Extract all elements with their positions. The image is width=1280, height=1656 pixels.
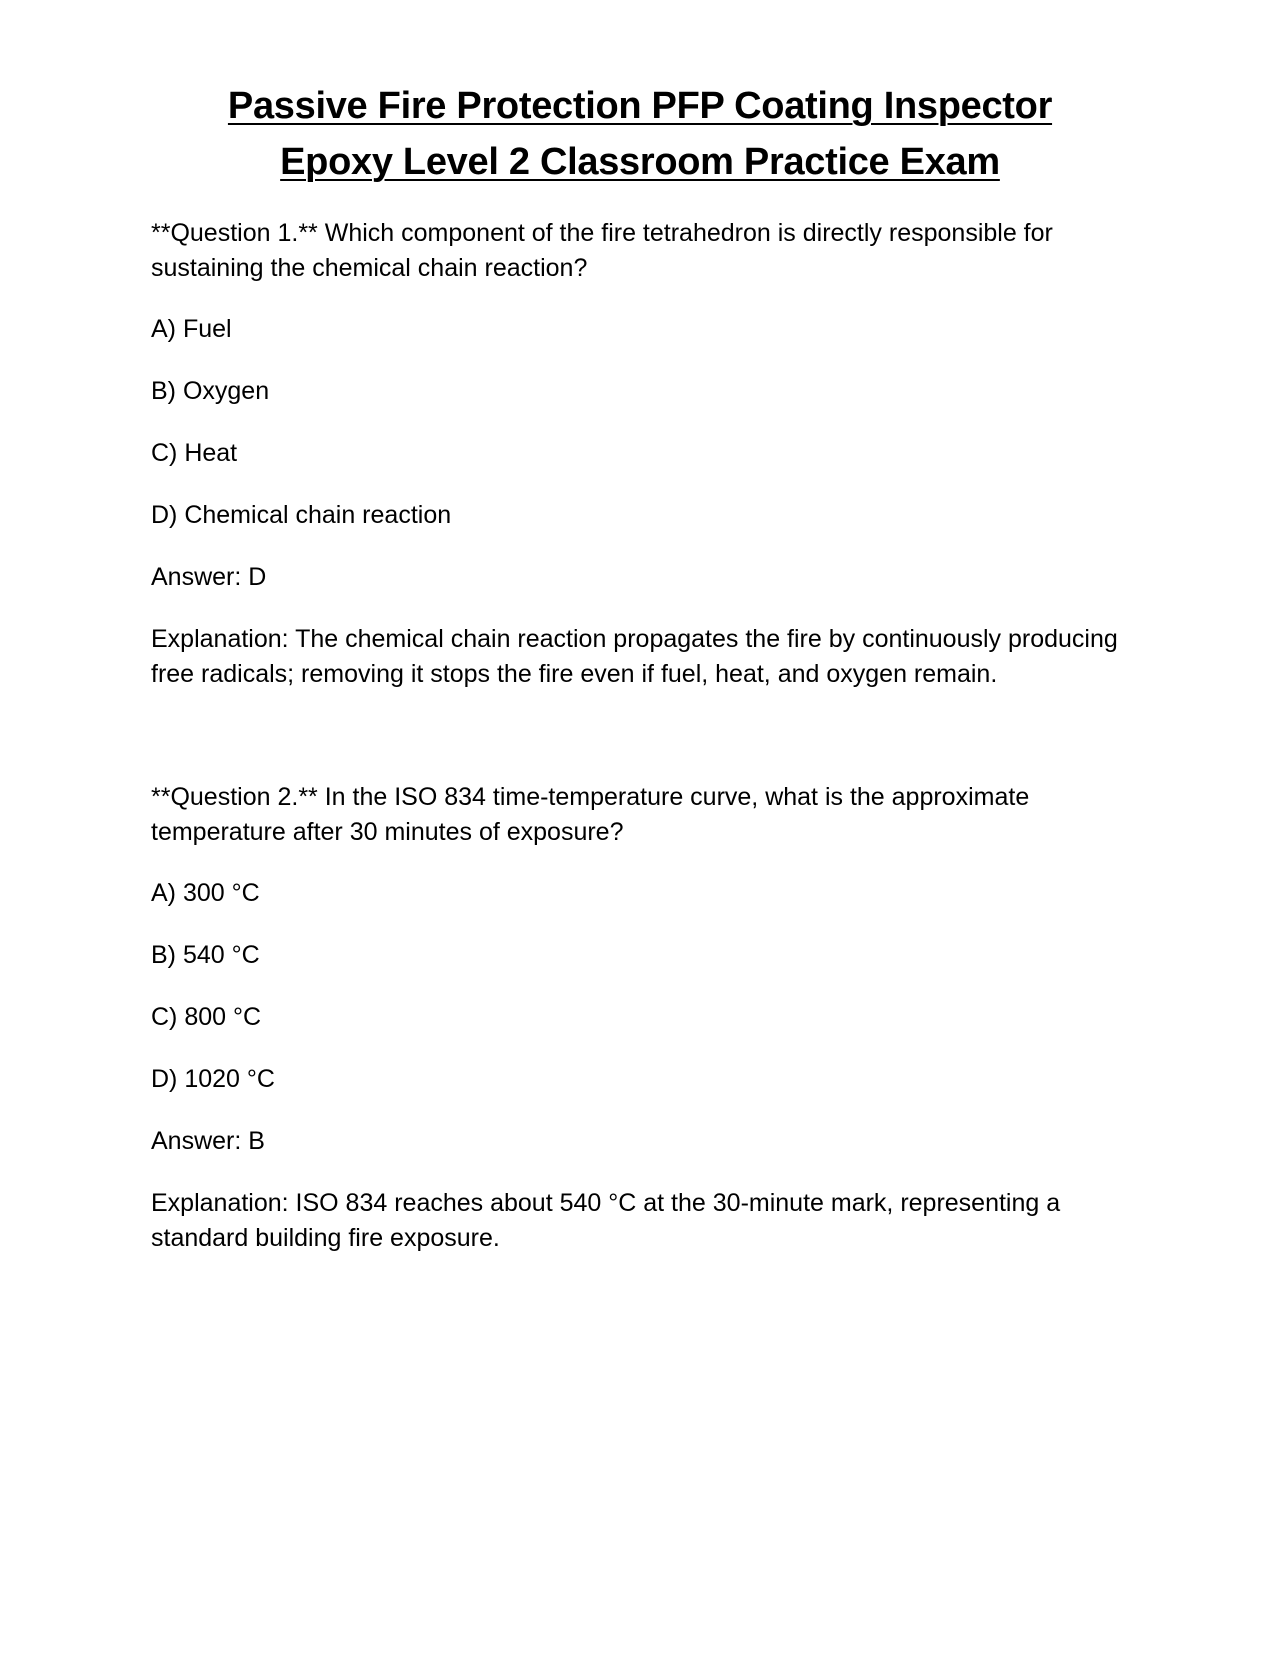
answer-option-a: A) Fuel	[151, 315, 232, 343]
answer-option-c: C) 800 °C	[151, 1003, 262, 1031]
answer-key: Answer: B	[151, 1127, 265, 1155]
answer-option-c: C) Heat	[151, 439, 238, 467]
answer-option-b: B) Oxygen	[151, 377, 270, 405]
title-line-1: Passive Fire Protection PFP Coating Inspector	[227, 85, 1053, 127]
answer-option-d: D) Chemical chain reaction	[151, 501, 452, 529]
answer-option-a: A) 300 °C	[151, 879, 260, 907]
document-title	[140, 78, 1140, 190]
question-text: **Question 1.** Which component of the fire tetrahedron is directly responsible for sustaining the chemical chain reaction?	[151, 219, 1053, 282]
answer-explanation: Explanation: The chemical chain reaction propagates the fire by continuously producing free radicals; removing it stops the fire even if fuel, heat, and oxygen remain.	[151, 625, 1118, 688]
question-text: **Question 2.** In the ISO 834 time-temperature curve, what is the approximate temperature after 30 minutes of exposure?	[151, 783, 1030, 846]
question-block-1	[151, 216, 1131, 692]
exam-content	[151, 216, 1131, 1256]
answer-explanation: Explanation: ISO 834 reaches about 540 °C at the 30-minute mark, representing a standard building fire exposure.	[151, 1189, 1061, 1252]
question-block-2	[151, 780, 1131, 1256]
answer-key: Answer: D	[151, 563, 267, 591]
answer-option-d: D) 1020 °C	[151, 1065, 275, 1093]
section-spacer	[151, 692, 1131, 780]
title-line-2: Epoxy Level 2 Classroom Practice Exam	[280, 141, 1000, 183]
answer-option-b: B) 540 °C	[151, 941, 260, 969]
